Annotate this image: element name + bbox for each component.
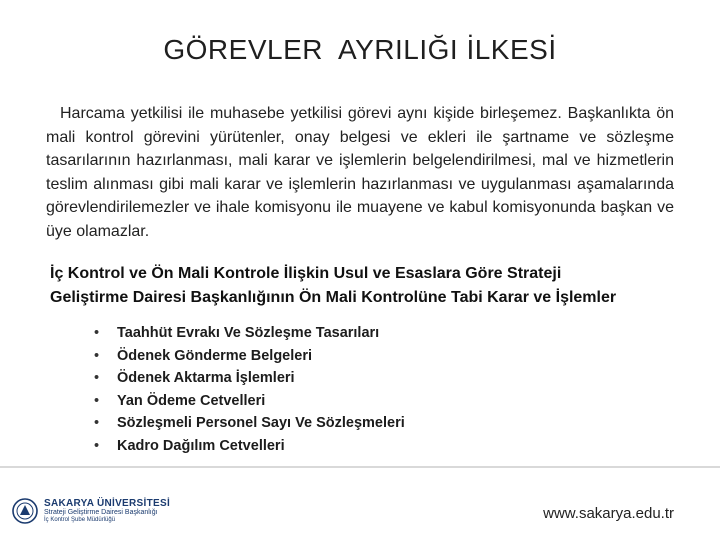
footer-divider bbox=[0, 466, 720, 468]
list-item: • Ödenek Aktarma İşlemleri bbox=[94, 367, 405, 390]
logo-unit: İç Kontrol Şube Müdürlüğü bbox=[44, 516, 116, 523]
subheading-line-1: İç Kontrol ve Ön Mali Kontrole İlişkin Usul ve Esaslara Göre Strateji bbox=[50, 265, 562, 282]
list-item: • Yan Ödeme Cetvelleri bbox=[94, 390, 405, 413]
logo-department: Strateji Geliştirme Dairesi Başkanlığı bbox=[44, 509, 158, 517]
subheading-line-2: Geliştirme Dairesi Başkanlığının Ön Mali Kontrolüne Tabi Karar ve İşlemler bbox=[50, 289, 617, 306]
list-item: • Ödenek Gönderme Belgeleri bbox=[94, 345, 405, 368]
slide-title: GÖREVLER AYRILIĞI İLKESİ bbox=[163, 34, 557, 65]
logo-university-name: SAKARYA ÜNİVERSİTESİ bbox=[44, 497, 171, 509]
university-emblem-icon bbox=[12, 498, 38, 524]
university-logo bbox=[12, 494, 170, 528]
list-item: • Kadro Dağılım Cetvelleri bbox=[94, 435, 405, 458]
website-link[interactable]: www.sakarya.edu.tr bbox=[543, 505, 674, 522]
subheading bbox=[50, 262, 690, 310]
list-item: • Taahhüt Evrakı Ve Sözleşme Tasarıları bbox=[94, 322, 405, 345]
bullet-list bbox=[94, 322, 405, 457]
intro-paragraph: Harcama yetkilisi ile muhasebe yetkilisi görevi aynı kişide birleşemez. Başkanlıkta ön mali kontrol görevini yürütenler, onay belgesi ve ekleri ile şartname ve sözleşme tasarılarının hazırlanması, mali karar ve işlemlerin belgelendirilmesi, mal ve hizmetlerin teslim alınması gibi mali karar ve işlemlerin hazırlanması ve uygulanması aşamalarında görevlendirilemezler ve ihale komisyonu ile muayene ve kabul komisyonunda başkan ve üye olamazlar. bbox=[46, 105, 674, 240]
list-item: • Sözleşmeli Personel Sayı Ve Sözleşmeleri bbox=[94, 412, 405, 435]
